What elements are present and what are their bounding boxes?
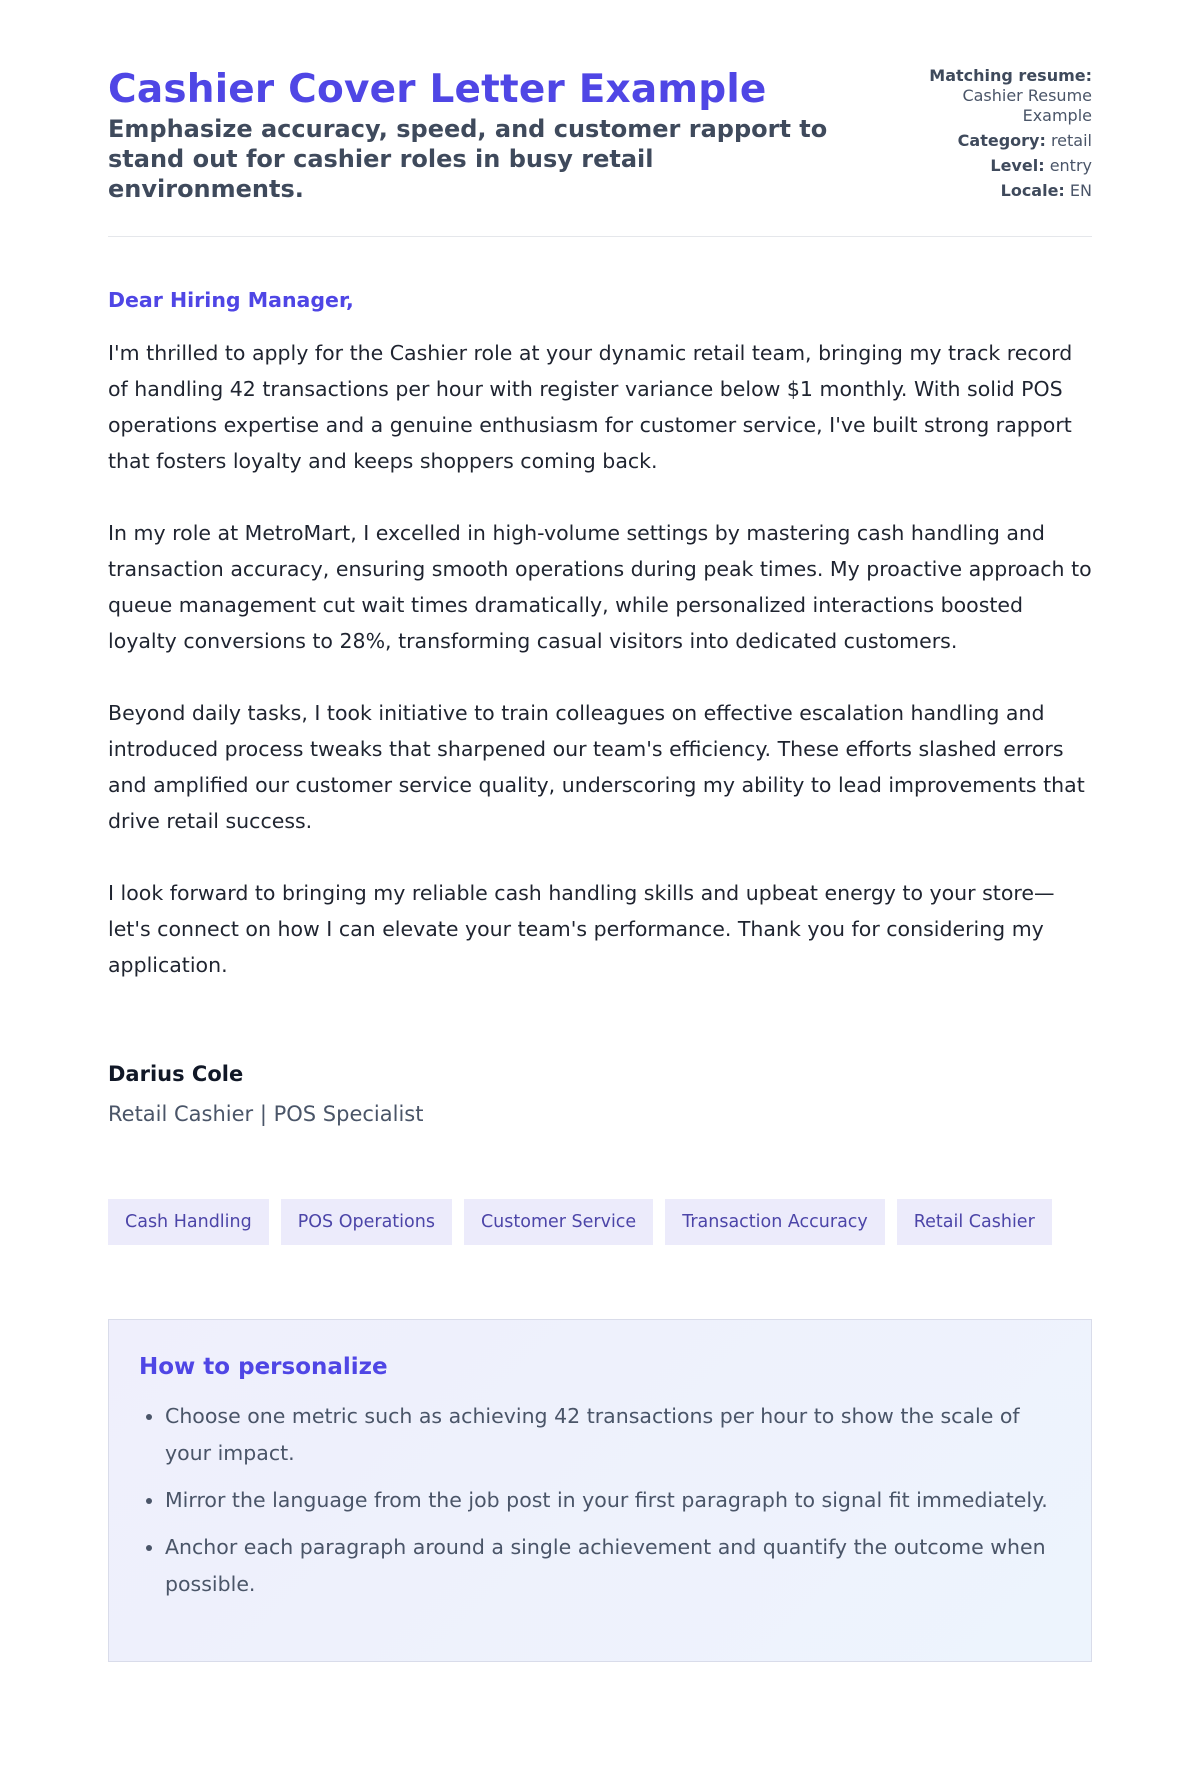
meta-locale-value: EN (1069, 181, 1092, 200)
meta-category-value: retail (1050, 131, 1092, 150)
skill-tags (108, 1199, 1092, 1245)
tag-pos-operations[interactable]: POS Operations (281, 1199, 452, 1245)
meta-level-value: entry (1049, 156, 1092, 175)
tag-cash-handling[interactable]: Cash Handling (108, 1199, 269, 1245)
tips-title: How to personalize (139, 1354, 388, 1380)
personalize-tips-box (108, 1319, 1092, 1662)
tag-transaction-accuracy[interactable]: Transaction Accuracy (665, 1199, 885, 1245)
letter-paragraph-4: I look forward to bringing my reliable cash handling skills and upbeat energy to your store—let's connect on how I can elevate your team's performance. Thank you for considering my application. (108, 881, 1055, 977)
meta-locale-label: Locale: (1000, 181, 1065, 200)
meta-category-label: Category: (957, 131, 1046, 150)
tag-customer-service[interactable]: Customer Service (464, 1199, 653, 1245)
signature-block (108, 1059, 1092, 1129)
meta-matching-resume-label: Matching resume: (929, 66, 1092, 85)
meta-locale (892, 181, 1092, 201)
meta-level (892, 156, 1092, 176)
tips-list (139, 1398, 1061, 1603)
signature-name: Darius Cole (108, 1062, 244, 1086)
tip-item: • Anchor each paragraph around a single achievement and quantify the outcome when possible. (165, 1529, 1061, 1603)
meta-matching-resume-value[interactable]: Cashier Resume Example (962, 86, 1092, 125)
meta-level-label: Level: (990, 156, 1045, 175)
page-title: Cashier Cover Letter Example (108, 67, 767, 112)
meta-category (892, 131, 1092, 151)
tag-retail-cashier[interactable]: Retail Cashier (897, 1199, 1052, 1245)
cover-letter-page (108, 0, 1092, 1662)
letter-body (108, 285, 1092, 1129)
letter-paragraph-1: I'm thrilled to apply for the Cashier role at your dynamic retail team, bringing my track record of handling 42 transactions per hour with register variance below $1 monthly. With solid POS operations expertise and a genuine enthusiasm for customer service, I've built strong rapport that fosters loyalty and keeps shoppers coming back. (108, 341, 1073, 473)
letter-paragraph-3: Beyond daily tasks, I took initiative to train colleagues on effective escalation handling and introduced process tweaks that sharpened our team's efficiency. These efforts slashed errors and amplified our customer service quality, underscoring my ability to lead improvements that drive retail success. (108, 701, 1085, 833)
letter-paragraph-2: In my role at MetroMart, I excelled in high-volume settings by mastering cash handling and transaction accuracy, ensuring smooth operations during peak times. My proactive approach to queue management cut wait times dramatically, while personalized interactions boosted loyalty conversions to 28%, transforming casual visitors into dedicated customers. (108, 521, 1092, 653)
tip-item: • Mirror the language from the job post in your first paragraph to signal fit immediately. (165, 1482, 1061, 1519)
meta-matching-resume (892, 66, 1092, 126)
page-header (108, 0, 1092, 237)
salutation: Dear Hiring Manager, (108, 288, 354, 312)
page-subtitle: Emphasize accuracy, speed, and customer rapport to stand out for cashier roles in busy retail environments. (108, 115, 828, 203)
signature-title: Retail Cashier | POS Specialist (108, 1102, 424, 1126)
meta-panel (892, 66, 1092, 206)
tip-item: • Choose one metric such as achieving 42 transactions per hour to show the scale of your impact. (165, 1398, 1061, 1472)
